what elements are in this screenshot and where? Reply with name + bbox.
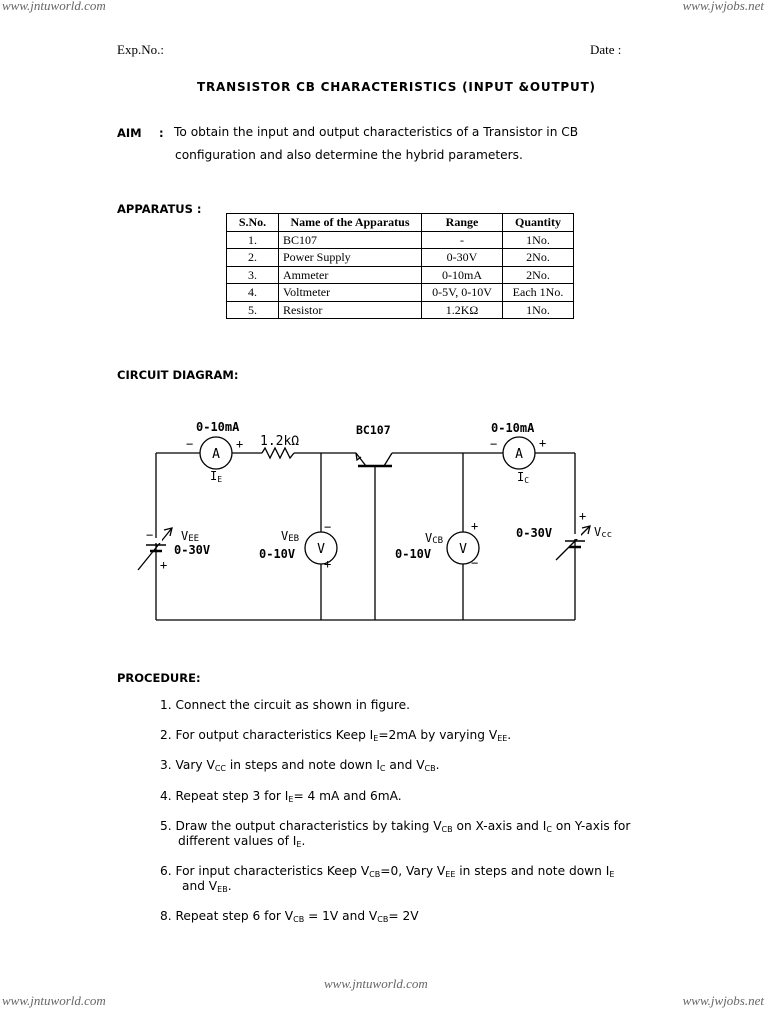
vcc-range: 0-30V <box>516 526 553 540</box>
cell-range: - <box>422 231 503 249</box>
vee-label: VEE <box>181 529 200 544</box>
ie-label: IE <box>210 469 223 484</box>
ic-label: IC <box>517 470 530 485</box>
variable-arrow <box>556 526 590 560</box>
voltmeter-symbol: V <box>459 542 467 557</box>
ammeter-c-range: 0-10mA <box>491 421 535 435</box>
aim-line-2: configuration and also determine the hybrid parameters. <box>175 148 523 162</box>
transistor-label: BC107 <box>356 423 391 437</box>
procedure-heading: PROCEDURE: <box>117 671 201 685</box>
list-item: 3. Vary $V_{CC}$ in steps and note down $I_C$ and $V_{CB}$. <box>160 758 440 773</box>
exp-no-label: Exp.No.: <box>117 42 164 57</box>
cell-qty: 1No. <box>503 301 574 319</box>
cell-sno: 4. <box>227 284 279 302</box>
watermark-bottom-right: www.jwjobs.net <box>682 993 764 1008</box>
aim-colon: : <box>159 126 164 140</box>
cell-qty: 1No. <box>503 231 574 249</box>
cell-sno: 3. <box>227 266 279 284</box>
list-item: 8. Repeat step 6 for $V_{CB} = 1V$ and $V_{CB}= 2V$ <box>160 909 419 924</box>
veb-range: 0-10V <box>259 547 296 561</box>
voltmeter-symbol: V <box>317 542 325 557</box>
column-header: Name of the Apparatus <box>279 214 422 232</box>
vcb-label: VCB <box>425 531 444 546</box>
watermark-top-left: www.jntuworld.com <box>2 0 106 13</box>
veb-plus: + <box>324 557 332 571</box>
vcb-minus: − <box>471 556 479 570</box>
cell-name: BC107 <box>279 231 422 249</box>
transistor-collector <box>384 453 392 466</box>
ammeter-e-minus: − <box>186 437 194 451</box>
watermark-bottom-center: www.jntuworld.com <box>324 976 428 991</box>
cell-range: 1.2KΩ <box>422 301 503 319</box>
apparatus-heading: APPARATUS : <box>117 202 202 216</box>
watermark-bottom-left: www.jntuworld.com <box>2 993 106 1008</box>
cell-name: Resistor <box>279 301 422 319</box>
column-header: Quantity <box>503 214 574 232</box>
aim-line-1: To obtain the input and output characteristics of a Transistor in CB <box>174 125 579 139</box>
cell-sno: 2. <box>227 249 279 267</box>
cell-range: 0-10mA <box>422 266 503 284</box>
cell-sno: 5. <box>227 301 279 319</box>
ammeter-e-range: 0-10mA <box>196 420 240 434</box>
circuit-heading: CIRCUIT DIAGRAM: <box>117 368 239 382</box>
list-item: 1. Connect the circuit as shown in figure. <box>160 698 410 712</box>
ammeter-e-plus: + <box>236 437 244 451</box>
date-label: Date : <box>590 42 622 57</box>
list-item: 5. Draw the output characteristics by taking $V_{CB}$ on X-axis and $I_C$ on Y-axis for different values of $I_E$. <box>160 819 631 849</box>
cell-sno: 1. <box>227 231 279 249</box>
ammeter-c-minus: − <box>490 437 498 451</box>
column-header: S.No. <box>227 214 279 232</box>
vee-plus: + <box>160 558 168 572</box>
cell-name: Power Supply <box>279 249 422 267</box>
ammeter-symbol: A <box>212 447 220 462</box>
cell-qty: 2No. <box>503 266 574 284</box>
vcb-plus: + <box>471 519 479 533</box>
aim-label: AIM <box>117 126 142 140</box>
cell-name: Ammeter <box>279 266 422 284</box>
resistor-symbol <box>262 448 294 458</box>
cell-qty: Each 1No. <box>503 284 574 302</box>
vcc-label: Vcc <box>594 525 613 540</box>
resistor-label: 1.2kΩ <box>260 434 300 449</box>
cell-range: 0-5V, 0-10V <box>422 284 503 302</box>
list-item: 6. For input characteristics Keep $V_{CB}=0$, Vary $V_{EE}$ in steps and note down $I_E$ and $V_{EB}$. <box>160 864 615 894</box>
veb-minus: − <box>324 520 332 534</box>
ammeter-symbol: A <box>515 447 523 462</box>
list-item: 4. Repeat step 3 for $I_E= 4$ mA and 6mA. <box>160 789 402 804</box>
cell-qty: 2No. <box>503 249 574 267</box>
cell-range: 0-30V <box>422 249 503 267</box>
veb-label: VEB <box>281 529 300 544</box>
page-title: TRANSISTOR CB CHARACTERISTICS (INPUT &OUTPUT) <box>197 80 596 94</box>
vcb-range: 0-10V <box>395 547 432 561</box>
column-header: Range <box>422 214 503 232</box>
list-item: 2. For output characteristics Keep $I_E=2mA$ by varying $V_{EE}$. <box>160 728 512 743</box>
cell-name: Voltmeter <box>279 284 422 302</box>
ammeter-c-plus: + <box>539 436 547 450</box>
vee-minus: − <box>146 528 154 542</box>
vcc-plus: + <box>579 509 587 523</box>
vee-range: 0-30V <box>174 543 211 557</box>
watermark-top-right: www.jwjobs.net <box>682 0 764 13</box>
